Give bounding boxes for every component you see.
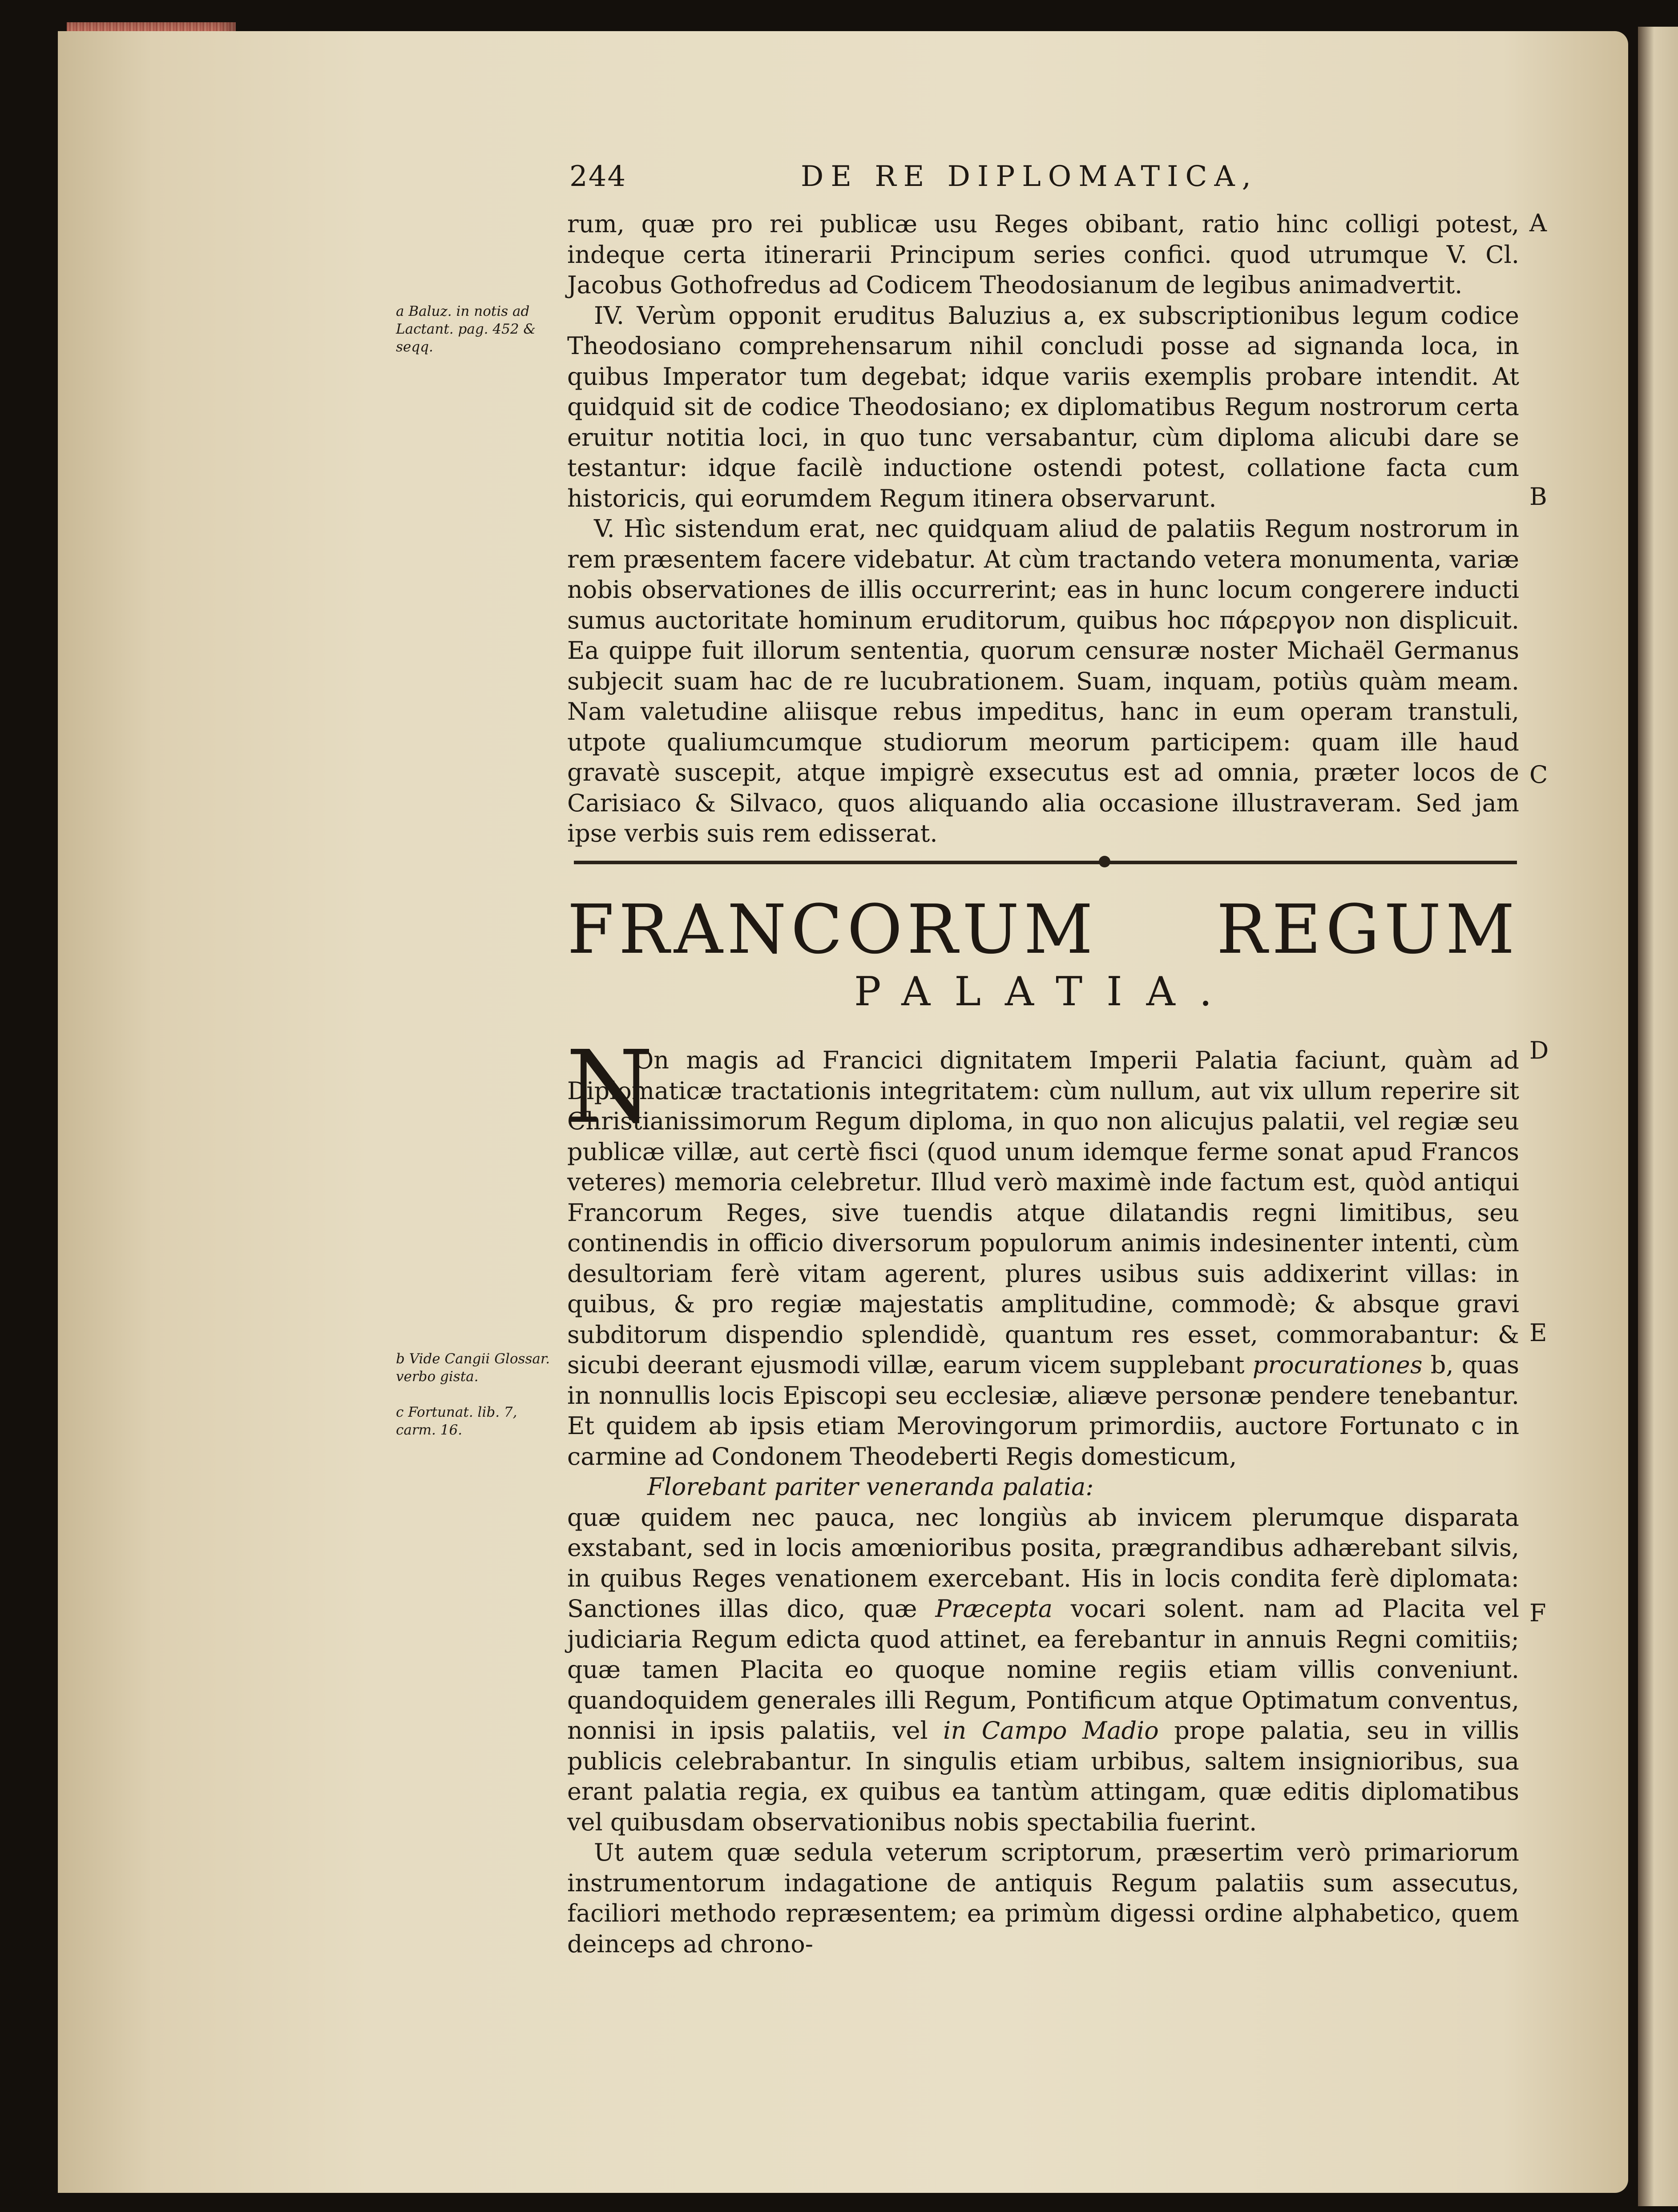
- page-number: 244: [569, 160, 627, 193]
- paragraph-2: [567, 1503, 1519, 1838]
- top-text-block: [567, 209, 1519, 849]
- paragraph-1-text-a: On magis ad Francici dignitatem Imperii Palatia faciunt, quàm ad Diplomaticæ tractationis integritatem: cùm nullum, aut vix ullum reperire sit Christianissimorum Regum diploma, in quo non alicujus palatii, vel regiæ seu publicæ villæ, aut certè fisci (quod unum idemque ferme sonat apud Francos veteres) memoria celebretur. Illud verò maximè inde factum est, quòd antiqui Francorum Reges, sive tuendis atque dilatandis regni limitibus, seu continendis in officio diversorum populorum animis indesinenter intenti, cùm desultoriam ferè vitam agerent, plures usibus suis addixerint villas: in quibus, & pro regiæ majestatis amplitudine, commodè; & absque gravi subditorum dispendio splendidè, quantum res esset, commorabantur: & sicubi deerant ejusmodi villæ, earum vicem supplebant: [567, 1046, 1519, 1379]
- footnote-b: b Vide Cangii Glossar. verbo gista.: [396, 1351, 550, 1385]
- verse-quote: Florebant pariter veneranda palatia:: [647, 1473, 1094, 1501]
- margin-letter-a: A: [1529, 209, 1547, 237]
- main-text-block: [566, 1029, 1520, 1959]
- running-title: DE RE DIPLOMATICA,: [801, 160, 1258, 193]
- paragraph-continuation: rum, quæ pro rei publicæ usu Reges obibant, ratio hinc colligi potest, indeque certa itinerarii Principum series confici. quod utrumque V. Cl. Jacobus Gothofredus ad Codicem Theodosianum de legibus animadvertit.: [567, 210, 1519, 299]
- margin-letter-e: E: [1529, 1319, 1547, 1347]
- paragraph-2-text-c: prope palatia, seu in villis publicis celebrabantur. In singulis etiam urbibus, saltem insignioribus, sua erant palatia regia, ex quibus ea tantùm attingam, quæ editis diplomatibus vel quibusdam observationibus nobis spectabilia fuerint.: [567, 1716, 1519, 1836]
- section-rule: [574, 861, 1517, 864]
- margin-letter-f: F: [1529, 1599, 1546, 1627]
- margin-letter-d: D: [1529, 1036, 1549, 1064]
- paragraph-2-text-b: vocari solent. nam ad Placita vel judiciaria Regum edicta quod attinet, ea ferebantur in annuis Regni comitiis; quæ tamen Placita eo quoque nomine regiis etiam villis conveniunt. quandoquidem generales illi Regum, Pontificum atque Optimatum conventus, nonnisi in ipsis palatiis, vel: [567, 1595, 1519, 1745]
- drop-cap: N: [566, 1029, 653, 1146]
- running-header: [569, 160, 1513, 200]
- section-subtitle: PALATIA.: [854, 968, 1236, 1015]
- section-title: [567, 890, 1519, 970]
- paragraph-1: [566, 1029, 1520, 1472]
- paragraph-1-text-b: b, quas in nonnullis locis Episcopi seu ecclesiæ, aliæve personæ pendere tenebantur. Et quidem ab ipsis etiam Merovingorum primordiis, auctore Fortunato c in carmine ad Condonem Theodeberti Regis domesticum,: [567, 1351, 1520, 1471]
- rule-ornament: [1099, 856, 1110, 867]
- title-word-francorum: FRANCORUM: [567, 890, 1097, 969]
- footnote-c: c Fortunat. lib. 7, carm. 16.: [396, 1404, 517, 1438]
- campo-madio-term: in Campo Madio: [943, 1716, 1159, 1745]
- footnote-a: a Baluz. in notis ad Lactant. pag. 452 & seqq.: [396, 303, 536, 355]
- paragraph-3: Ut autem quæ sedula veterum scriptorum, præsertim verò primariorum instrumentorum indagatione de antiquis Regum palatiis sum assecutus, faciliori methodo repræsentem; ea primùm digessi ordine alphabetico, quem deinceps ad chrono-: [567, 1838, 1519, 1958]
- praecepta-term: Præcepta: [935, 1595, 1053, 1623]
- margin-letter-b: B: [1529, 483, 1547, 511]
- paragraph-2-text-a: quæ quidem nec pauca, nec longiùs ab invicem plerumque disparata exstabant, sed in locis amœnioribus posita, prægrandibus adhærebant silvis, in quibus Reges venationem exercebant. His in locis condita ferè diplomata: Sanctiones illas dico, quæ: [567, 1503, 1519, 1623]
- paragraph-iv: IV. Verùm opponit eruditus Baluzius a, ex subscriptionibus legum codice Theodosiano comprehensarum nihil concludi posse ad signanda loca, in quibus Imperator tum degebat; idque variis exemplis probare intendit. At quidquid sit de codice Theodosiano; ex diplomatibus Regum nostrorum certa eruitur notitia loci, in quo tunc versabantur, cùm diploma alicubi dare se testantur: idque facilè inductione ostendi potest, collatione facta cum historicis, qui eorumdem Regum itinera observarunt.: [567, 301, 1519, 512]
- procurationes-term: procurationes: [1252, 1351, 1423, 1379]
- margin-letter-c: C: [1529, 761, 1548, 789]
- title-word-regum: REGUM: [1216, 890, 1519, 969]
- paragraph-v: V. Hìc sistendum erat, nec quidquam aliud de palatiis Regum nostrorum in rem præsentem facere videbatur. At cùm tractando vetera monumenta, variæ nobis observationes de illis occurrerint; eas in hunc locum congerere inducti sumus auctoritate hominum eruditorum, quibus hoc πάρεργον non displicuit. Ea quippe fuit illorum sententia, quorum censuræ noster Michaël Germanus subjecit suam hac de re lucubrationem. Suam, inquam, potiùs quàm meam. Nam valetudine aliisque rebus impeditus, hanc in eum operam transtuli, utpote qualiumcumque studiorum meorum participem: quam ille haud gravatè suscepit, atque impigrè exsecutus est ad omnia, præter locos de Carisiaco & Silvaco, quos aliquando alia occasione illustraveram. Sed jam ipse verbis suis rem edisserat.: [567, 515, 1519, 847]
- facing-page-edge: [1638, 27, 1678, 2206]
